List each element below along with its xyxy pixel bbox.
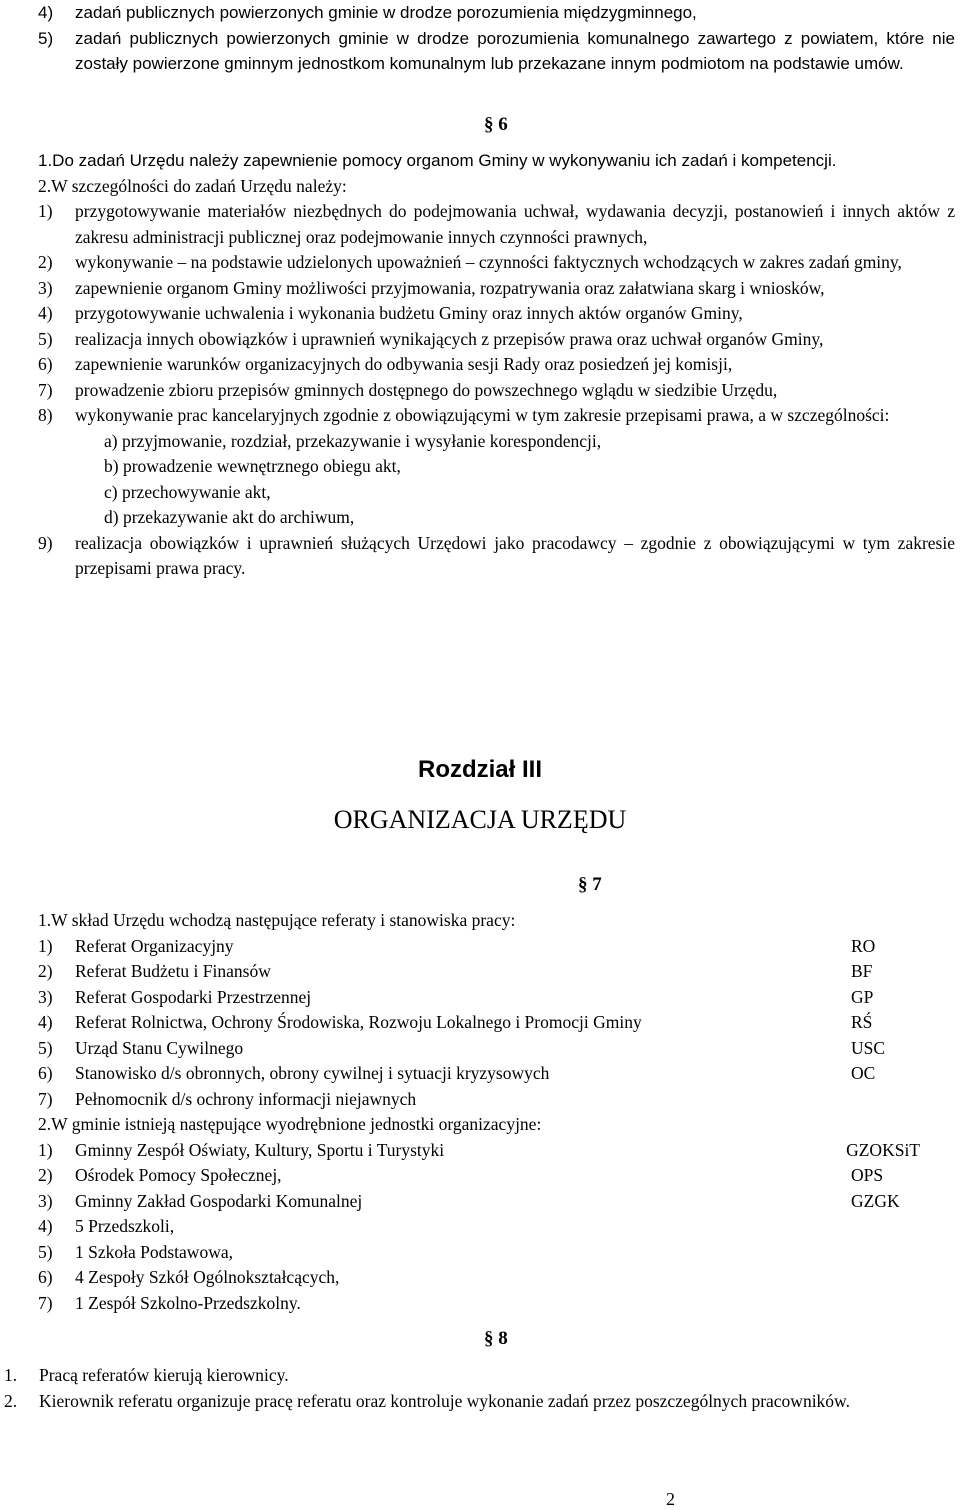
list-item: 5) zadań publicznych powierzonych gminie w drodze porozumienia komunalnego zawartego z powiatem, które nie zostały powierzone gminnym jednostkom komunalnym lub przekazane innym podmiotom na podstawie umów. <box>38 28 955 73</box>
list-item: 2) wykonywanie – na podstawie udzielonych upoważnień – czynności faktycznych wchodzących w zakres zadań gminy, <box>38 252 902 272</box>
table-row: 6) 4 Zespoły Szkół Ogólnokształcących, <box>38 1267 340 1287</box>
section-6-paragraph-2: 2.W szczególności do zadań Urzędu należy: <box>38 175 347 196</box>
units-table <box>38 934 920 1113</box>
list-item: 9) realizacja obowiązków i uprawnień służących Urzędowi jako pracodawcy – zgodnie z obowiązującymi w tym zakresie przepisami prawa pracy. <box>38 532 955 578</box>
top-list <box>38 0 955 77</box>
sub-list <box>38 429 955 531</box>
list-item: 7) prowadzenie zbioru przepisów gminnych dostępnego do powszechnego wglądu w siedzibie Urzędu, <box>38 379 778 400</box>
list-item: 5) realizacja innych obowiązków i uprawnień wynikających z przepisów prawa oraz uchwał organów Gminy, <box>38 328 824 349</box>
section-mark-7: § 7 <box>578 874 602 895</box>
table-row: 4) 5 Przedszkoli, <box>38 1216 175 1236</box>
sub-list-item: b) prowadzenie wewnętrznego obiegu akt, <box>104 456 401 476</box>
list-item: 4) zadań publicznych powierzonych gminie w drodze porozumienia międzygminnego, <box>38 3 697 22</box>
list-item: 2. Kierownik referatu organizuje pracę referatu oraz kontroluje wykonanie zadań przez poszczególnych pracowników. <box>4 1390 850 1411</box>
table-row: 7) 1 Zespół Szkolno-Przedszkolny. <box>38 1292 301 1313</box>
table-row: 5) 1 Szkoła Podstawowa, <box>38 1241 233 1262</box>
list-item: 8) wykonywanie prac kancelaryjnych zgodnie z obowiązującymi w tym zakresie przepisami prawa, a w szczególności: <box>38 405 890 425</box>
table-row: 7) Pełnomocnik d/s ochrony informacji niejawnych <box>38 1088 417 1109</box>
table-row: 2) Referat Budżetu i Finansów BF <box>38 961 873 981</box>
table-row: 1) Gminny Zespół Oświaty, Kultury, Sportu i Turystyki GZOKSiT <box>38 1139 920 1160</box>
section-7-body <box>38 908 920 1316</box>
table-row: 3) Gminny Zakład Gospodarki Komunalnej GZGK <box>38 1190 900 1211</box>
sub-list-item: c) przechowywanie akt, <box>104 481 271 502</box>
table-row: 2) Ośrodek Pomocy Społecznej, OPS <box>38 1165 884 1185</box>
section-6-body <box>38 148 955 582</box>
table-row: 4) Referat Rolnictwa, Ochrony Środowiska, Rozwoju Lokalnego i Promocji Gminy RŚ <box>38 1012 873 1032</box>
sub-list-item: a) przyjmowanie, rozdział, przekazywanie i wysyłanie korespondencji, <box>104 430 602 451</box>
section-mark-8: § 8 <box>484 1328 508 1349</box>
sub-list-item: d) przekazywanie akt do archiwum, <box>104 507 355 527</box>
section-7-paragraph-2: 2.W gminie istnieją następujące wyodrębnione jednostki organizacyjne: <box>38 1114 542 1134</box>
table-row: 1) Referat Organizacyjny RO <box>38 935 876 956</box>
section-8-body <box>4 1363 955 1414</box>
table-row: 5) Urząd Stanu Cywilnego USC <box>38 1037 886 1058</box>
page-number: 2 <box>666 1489 675 1509</box>
orgs-table <box>38 1138 920 1317</box>
list-item: 6) zapewnienie warunków organizacyjnych do odbywania sesji Rady oraz posiedzeń jej komisji, <box>38 354 733 374</box>
section-7-paragraph-1: 1.W skład Urzędu wchodzą następujące referaty i stanowiska pracy: <box>38 910 516 930</box>
list-item: 4) przygotowywanie uchwalenia i wykonania budżetu Gminy oraz innych aktów organów Gminy, <box>38 303 743 323</box>
list-item: 1) przygotowywanie materiałów niezbędnych do podejmowania uchwał, wydawania decyzji, postanowień i innych aktów z zakresu administracji publicznej oraz podejmowanie innych czynności prawnych, <box>38 201 955 247</box>
table-row: 6) Stanowisko d/s obronnych, obrony cywilnej i sytuacji kryzysowych OC <box>38 1063 876 1083</box>
chapter-subtitle: ORGANIZACJA URZĘDU <box>333 805 627 834</box>
section-mark-6: § 6 <box>484 114 508 135</box>
list-item: 1. Pracą referatów kierują kierownicy. <box>4 1365 289 1385</box>
chapter-title: Rozdział III <box>417 756 542 783</box>
section-6-paragraph-1: 1.Do zadań Urzędu należy zapewnienie pomocy organom Gminy w wykonywaniu ich zadań i kompetencji. <box>38 151 837 170</box>
table-row: 3) Referat Gospodarki Przestrzennej GP <box>38 986 874 1007</box>
list-item: 3) zapewnienie organom Gminy możliwości przyjmowania, rozpatrywania oraz załatwiana skarg i wniosków, <box>38 277 825 298</box>
section-6-list <box>38 199 955 582</box>
